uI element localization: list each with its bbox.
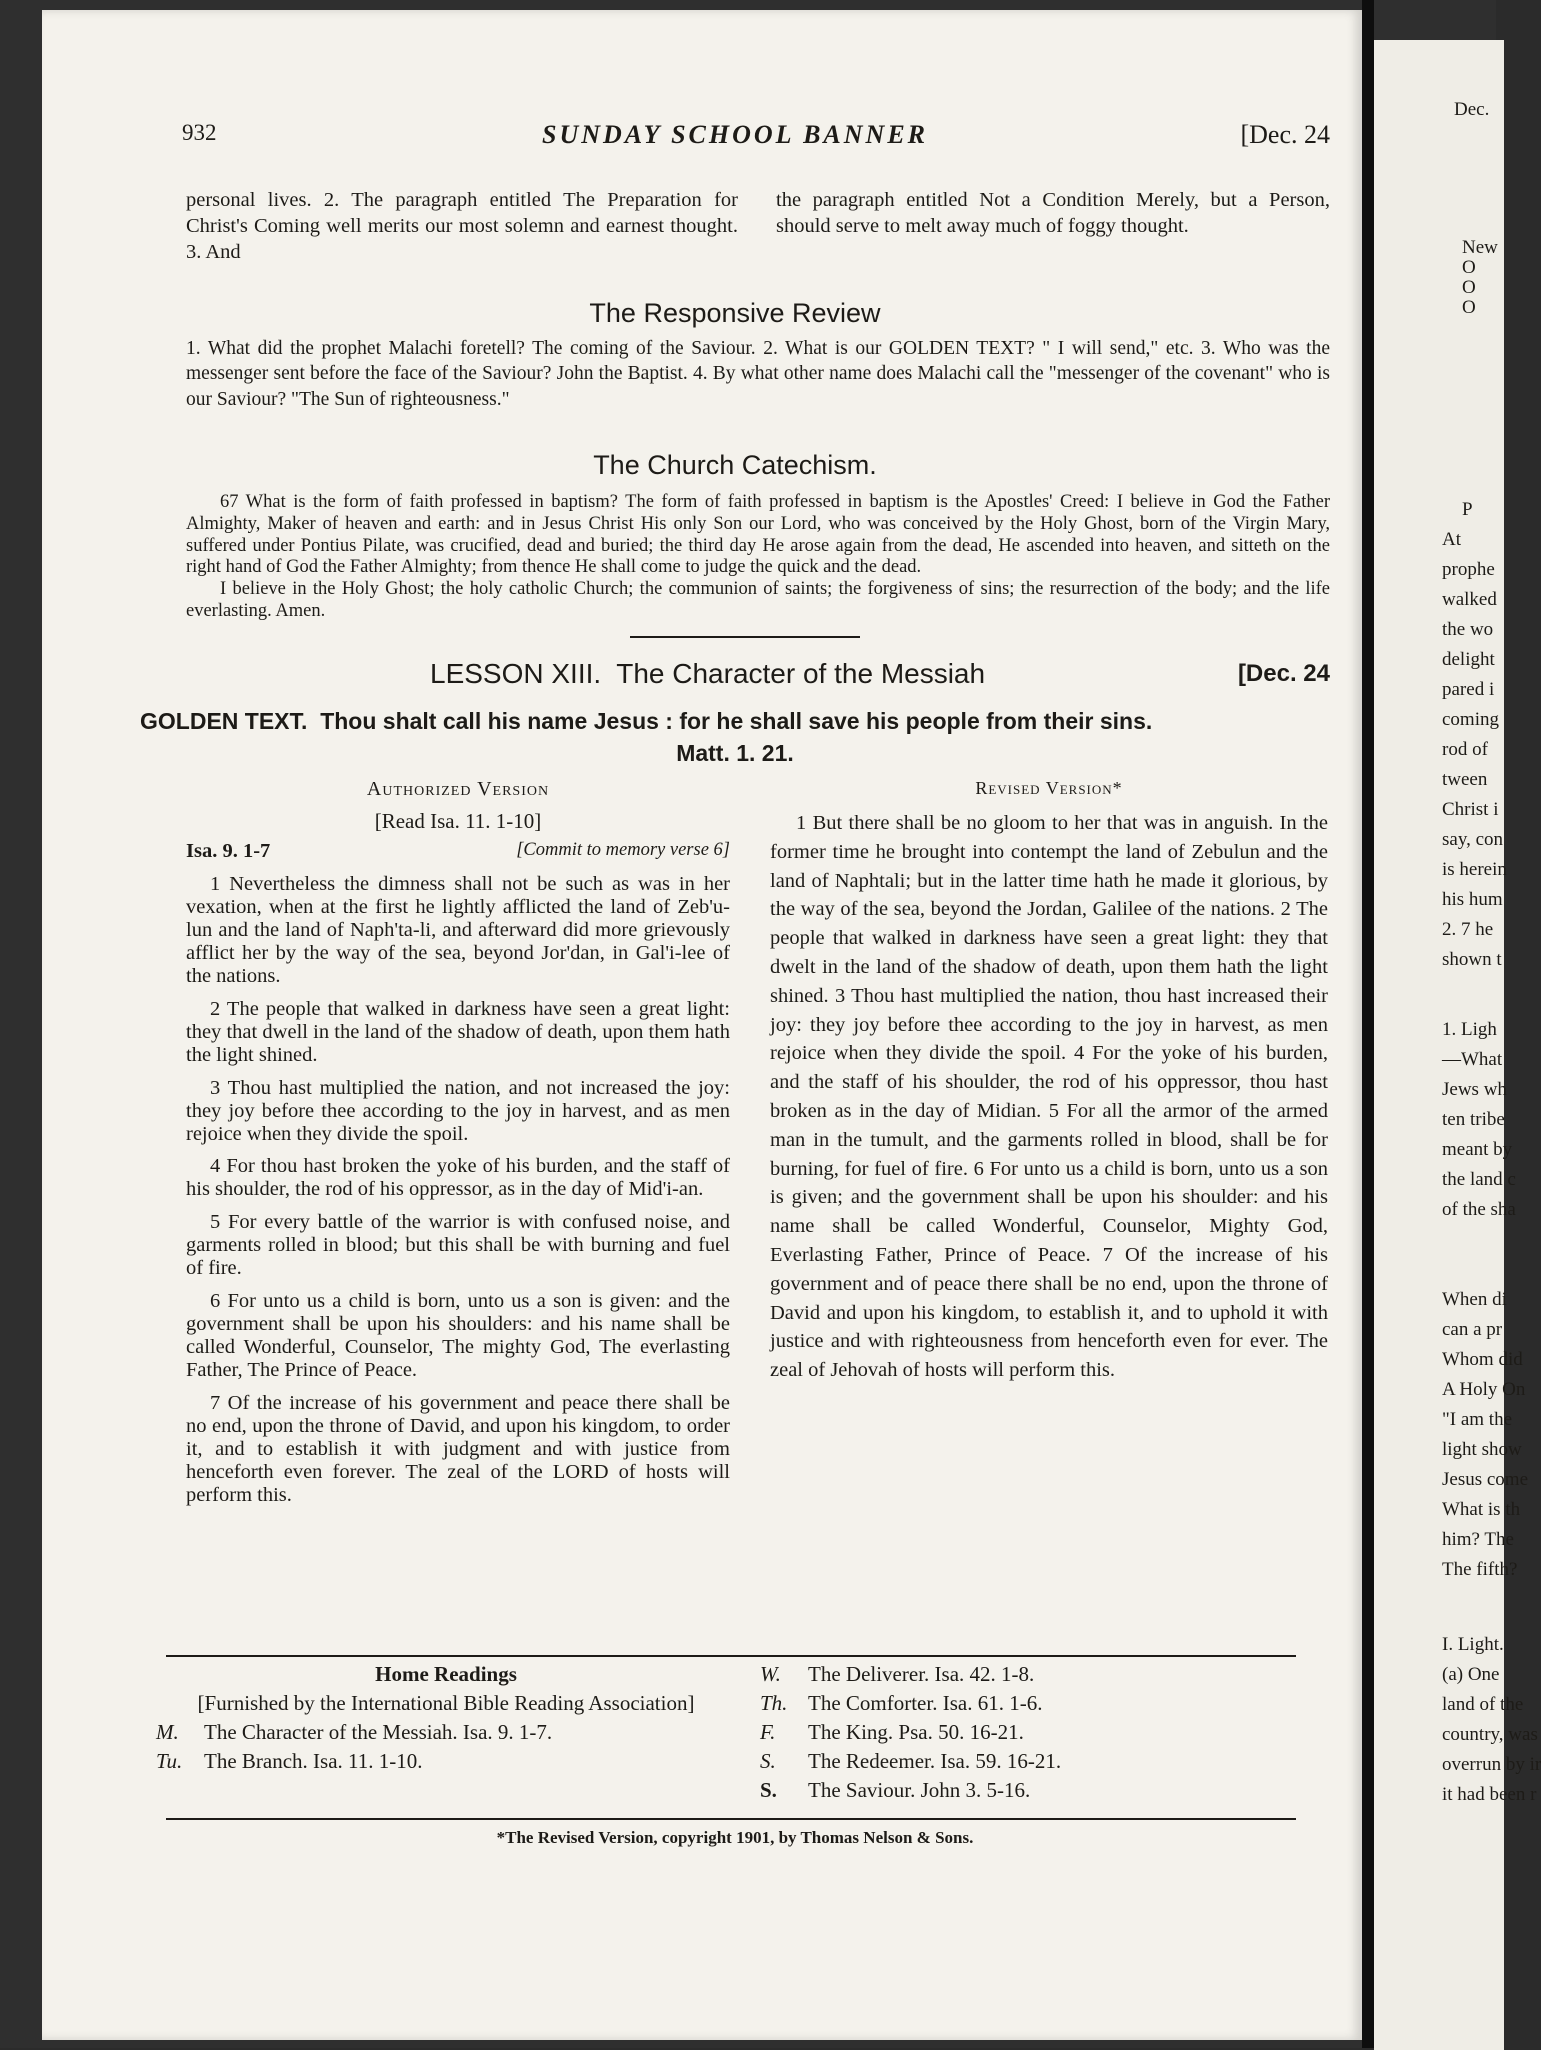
adjacent-page-text: tween	[1442, 769, 1488, 790]
adjacent-page-text: O	[1462, 257, 1476, 278]
authorized-verse-6: 6 For unto us a child is born, unto us a son is given: and the government shall be upon his shoulders: and his name shall be called Wonderful, Counselor, The mighty God, The everlasting Father, The Prince of Peace.	[186, 1290, 730, 1382]
adjacent-page-text: —What	[1442, 1049, 1503, 1070]
adjacent-page-text: rod of	[1442, 739, 1488, 760]
authorized-verse-2: 2 The people that walked in darkness have seen a great light: they that dwell in the land of the shadow of death, upon them hath the light shined.	[186, 997, 730, 1066]
adjacent-page-text: 1. Ligh	[1442, 1019, 1497, 1040]
adjacent-page-text: I. Light.	[1442, 1634, 1504, 1655]
adjacent-page-text: prophe	[1442, 559, 1495, 580]
adjacent-page-text: overrun by ir	[1442, 1754, 1541, 1775]
home-readings-top-rule	[166, 1655, 1296, 1657]
home-readings-bottom-rule	[166, 1818, 1296, 1820]
adjacent-page-text: land of the	[1442, 1694, 1524, 1715]
golden-text-body: Thou shalt call his name Jesus : for he shall save his people from their sins.	[320, 708, 1153, 734]
footnote: *The Revised Version, copyright 1901, by Thomas Nelson & Sons.	[496, 1828, 974, 1847]
adjacent-page-text: pared i	[1442, 679, 1495, 700]
authorized-version-column	[186, 778, 730, 1517]
book-gutter	[1362, 0, 1374, 2048]
adjacent-page-text: "I am the	[1442, 1409, 1513, 1430]
adjacent-page-text: delight	[1442, 649, 1495, 670]
adjacent-page-text: meant by	[1442, 1139, 1513, 1160]
authorized-verse-7: 7 Of the increase of his government and peace there shall be no end, upon the throne of David, and upon his kingdom, to order it, and to establish it with judgment and with justice from henceforth even forever. The zeal of the LORD of hosts will perform this.	[186, 1392, 730, 1506]
adjacent-page-text: country, was	[1442, 1724, 1538, 1745]
revised-version-text: 1 But there shall be no gloom to her that was in anguish. In the former time he brought into contempt the land of Zebulun and the land of Naphtali; but in the latter time hath he made it glorious, by the way of the sea, beyond the Jordan, Galilee of the nations. 2 The people that walked in darkness have seen a great light: they that dwelt in the land of the shadow of death, upon them hath the light shined. 3 Thou hast multiplied the nation, thou hast increased their joy: they joy before thee according to the joy in harvest, as men rejoice when they divide the spoil. 4 For the yoke of his burden, and the staff of his shoulder, the rod of his oppressor, thou hast broken as in the day of Midian. 5 For all the armor of the armed man in the tumult, and the garments rolled in blood, shall be for burning, for fuel of fire. 6 For unto us a child is born, unto us a son is given; and the government shall be upon his shoulder: and his name shall be called Wonderful, Counselor, Mighty God, Everlasting Father, Prince of Peace. 7 Of the increase of his government and of peace there shall be no end, upon the throne of David and upon his kingdom, to establish it, and to uphold it with justice and with righteousness from henceforth even for ever. The zeal of Jehovah of hosts will perform this.	[770, 812, 1328, 1382]
adjacent-page-text: O	[1462, 277, 1476, 298]
golden-text-label: GOLDEN TEXT.	[140, 708, 308, 734]
top-text-right: the paragraph entitled Not a Condition Merely, but a Person, should serve to melt away much of foggy thought.	[776, 189, 1330, 238]
lesson-title	[430, 658, 985, 690]
adjacent-page-text: O	[1462, 297, 1476, 318]
catechism-paragraph-2: I believe in the Holy Ghost; the holy catholic Church; the communion of saints; the forgiveness of sins; the resurrection of the body; and the life everlasting. Amen.	[186, 579, 1330, 622]
revised-version-column	[770, 778, 1328, 1385]
adjacent-page-text: Christ i	[1442, 799, 1499, 820]
adjacent-page-text: is herein	[1442, 859, 1507, 880]
page-header	[140, 120, 1330, 160]
home-reading-item: M. The Character of the Messiah. Isa. 9. 1-7.	[156, 1719, 553, 1744]
home-readings-title: Home Readings	[375, 1662, 517, 1686]
adjacent-page-text: light show	[1442, 1439, 1522, 1460]
authorized-read-note: [Read Isa. 11. 1-10]	[374, 809, 542, 833]
lesson-heading	[140, 658, 1330, 698]
adjacent-page-text: shown t	[1442, 949, 1502, 970]
catechism-paragraph-1: 67 What is the form of faith professed in baptism? The form of faith professed in baptism is the Apostles' Creed: I believe in God the Father Almighty, Maker of heaven and earth: and in Jesus Christ His only Son our Lord, who was conceived by the Holy Ghost, born of the Virgin Mary, suffered under Pontius Pilate, was crucified, dead and buried; the third day He arose again from the dead, He ascended into heaven, and sitteth on the right hand of God the Father Almighty; from thence He shall come to judge the quick and the dead.	[186, 492, 1330, 578]
adjacent-page-text: Jesus come	[1442, 1469, 1529, 1490]
home-reading-item: Tu. The Branch. Isa. 11. 1-10.	[156, 1748, 423, 1773]
authorized-verse-5: 5 For every battle of the warrior is with confused noise, and garments rolled in blood; but this shall be with burning and fuel of fire.	[186, 1211, 730, 1280]
authorized-verse-1: 1 Nevertheless the dimness shall not be such as was in her vexation, when at the first he lightly afflicted the land of Zeb'u-lun and the land of Naph'ta-li, and afterward did more grievously afflict her by the way of the sea, beyond Jor'dan, in Gal'i-lee of the nations.	[186, 873, 730, 987]
top-text-left: personal lives. 2. The paragraph entitled The Preparation for Christ's Coming well merits our most solemn and earnest thought. 3. And	[186, 189, 738, 264]
lesson-name: The Character of the Messiah	[616, 658, 986, 689]
adjacent-page-text: his hum	[1442, 889, 1503, 910]
adjacent-page-text: Dec.	[1454, 99, 1490, 120]
home-reading-item: F. The King. Psa. 50. 16-21.	[760, 1719, 1024, 1744]
adjacent-page-text: ten tribe	[1442, 1109, 1505, 1130]
home-reading-item: Th. The Comforter. Isa. 61. 1-6.	[760, 1690, 1043, 1715]
home-reading-item: W. The Deliverer. Isa. 42. 1-8.	[760, 1662, 1035, 1686]
adjacent-page-text: (a) One	[1442, 1664, 1500, 1685]
home-reading-item: S. The Saviour. John 3. 5-16.	[760, 1777, 1031, 1802]
adjacent-page-text: A Holy On	[1442, 1379, 1526, 1400]
adjacent-page-text: At	[1442, 529, 1461, 550]
authorized-verse-4: 4 For thou hast broken the yoke of his burden, and the staff of his shoulder, the rod of his oppressor, as in the day of Mid'i-an.	[186, 1155, 730, 1201]
page-number: 932	[182, 120, 217, 145]
running-title: SUNDAY SCHOOL BANNER	[541, 120, 929, 149]
adjacent-page-text: walked	[1442, 589, 1497, 610]
lesson-date: [Dec. 24	[1237, 660, 1330, 687]
adjacent-page-text: 2. 7 he	[1442, 919, 1494, 940]
adjacent-page-text: New	[1462, 237, 1498, 258]
adjacent-page-text: Whom did	[1442, 1349, 1523, 1370]
adjacent-page-text: coming	[1442, 709, 1499, 730]
adjacent-page-text: him? The	[1442, 1529, 1514, 1550]
adjacent-page-fragment	[1374, 40, 1541, 2050]
golden-text-reference: Matt. 1. 21.	[676, 740, 794, 766]
golden-text	[140, 708, 1330, 735]
adjacent-page-text: When di	[1442, 1289, 1507, 1310]
home-readings-left	[156, 1660, 736, 1776]
responsive-review-title: The Responsive Review	[589, 298, 881, 328]
adjacent-page-text: it had been r	[1442, 1784, 1537, 1805]
home-reading-item: S. The Redeemer. Isa. 59. 16-21.	[760, 1748, 1062, 1773]
adjacent-page-text: of the sha	[1442, 1199, 1516, 1220]
home-readings-right	[760, 1660, 1300, 1805]
memory-verse-note: [Commit to memory verse 6]	[516, 840, 730, 860]
home-readings-subtitle: [Furnished by the International Bible Reading Association]	[197, 1690, 695, 1715]
catechism-title: The Church Catechism.	[593, 450, 877, 480]
header-date: [Dec. 24	[1240, 120, 1330, 149]
authorized-version-heading: Authorized Version	[366, 778, 550, 800]
section-divider	[630, 636, 860, 638]
authorized-verse-3: 3 Thou hast multiplied the nation, and not increased the joy: they joy before thee according to the joy in harvest, and as men rejoice when they divide the spoil.	[186, 1076, 730, 1145]
revised-version-heading: Revised Version*	[975, 778, 1123, 798]
adjacent-page-text: What is th	[1442, 1499, 1521, 1520]
adjacent-page-text: can a pr	[1442, 1319, 1503, 1340]
adjacent-page-text: the land c	[1442, 1169, 1516, 1190]
adjacent-page-text: P	[1462, 499, 1473, 520]
adjacent-page-text: the wo	[1442, 619, 1494, 640]
responsive-review-text: 1. What did the prophet Malachi foretell? The coming of the Saviour. 2. What is our GOLDEN TEXT? " I will send," etc. 3. Who was the messenger sent before the face of the Saviour? John the Baptist. 4. By what other name does Malachi call the "messenger of the covenant" who is our Saviour? "The Sun of righteousness."	[186, 338, 1330, 410]
adjacent-page-text: say, con	[1442, 829, 1504, 850]
adjacent-page-text: The fifth?	[1442, 1559, 1518, 1580]
adjacent-page-text: Jews wh	[1442, 1079, 1507, 1100]
lesson-number: LESSON XIII.	[430, 658, 602, 689]
authorized-reference: Isa. 9. 1-7	[186, 840, 271, 862]
